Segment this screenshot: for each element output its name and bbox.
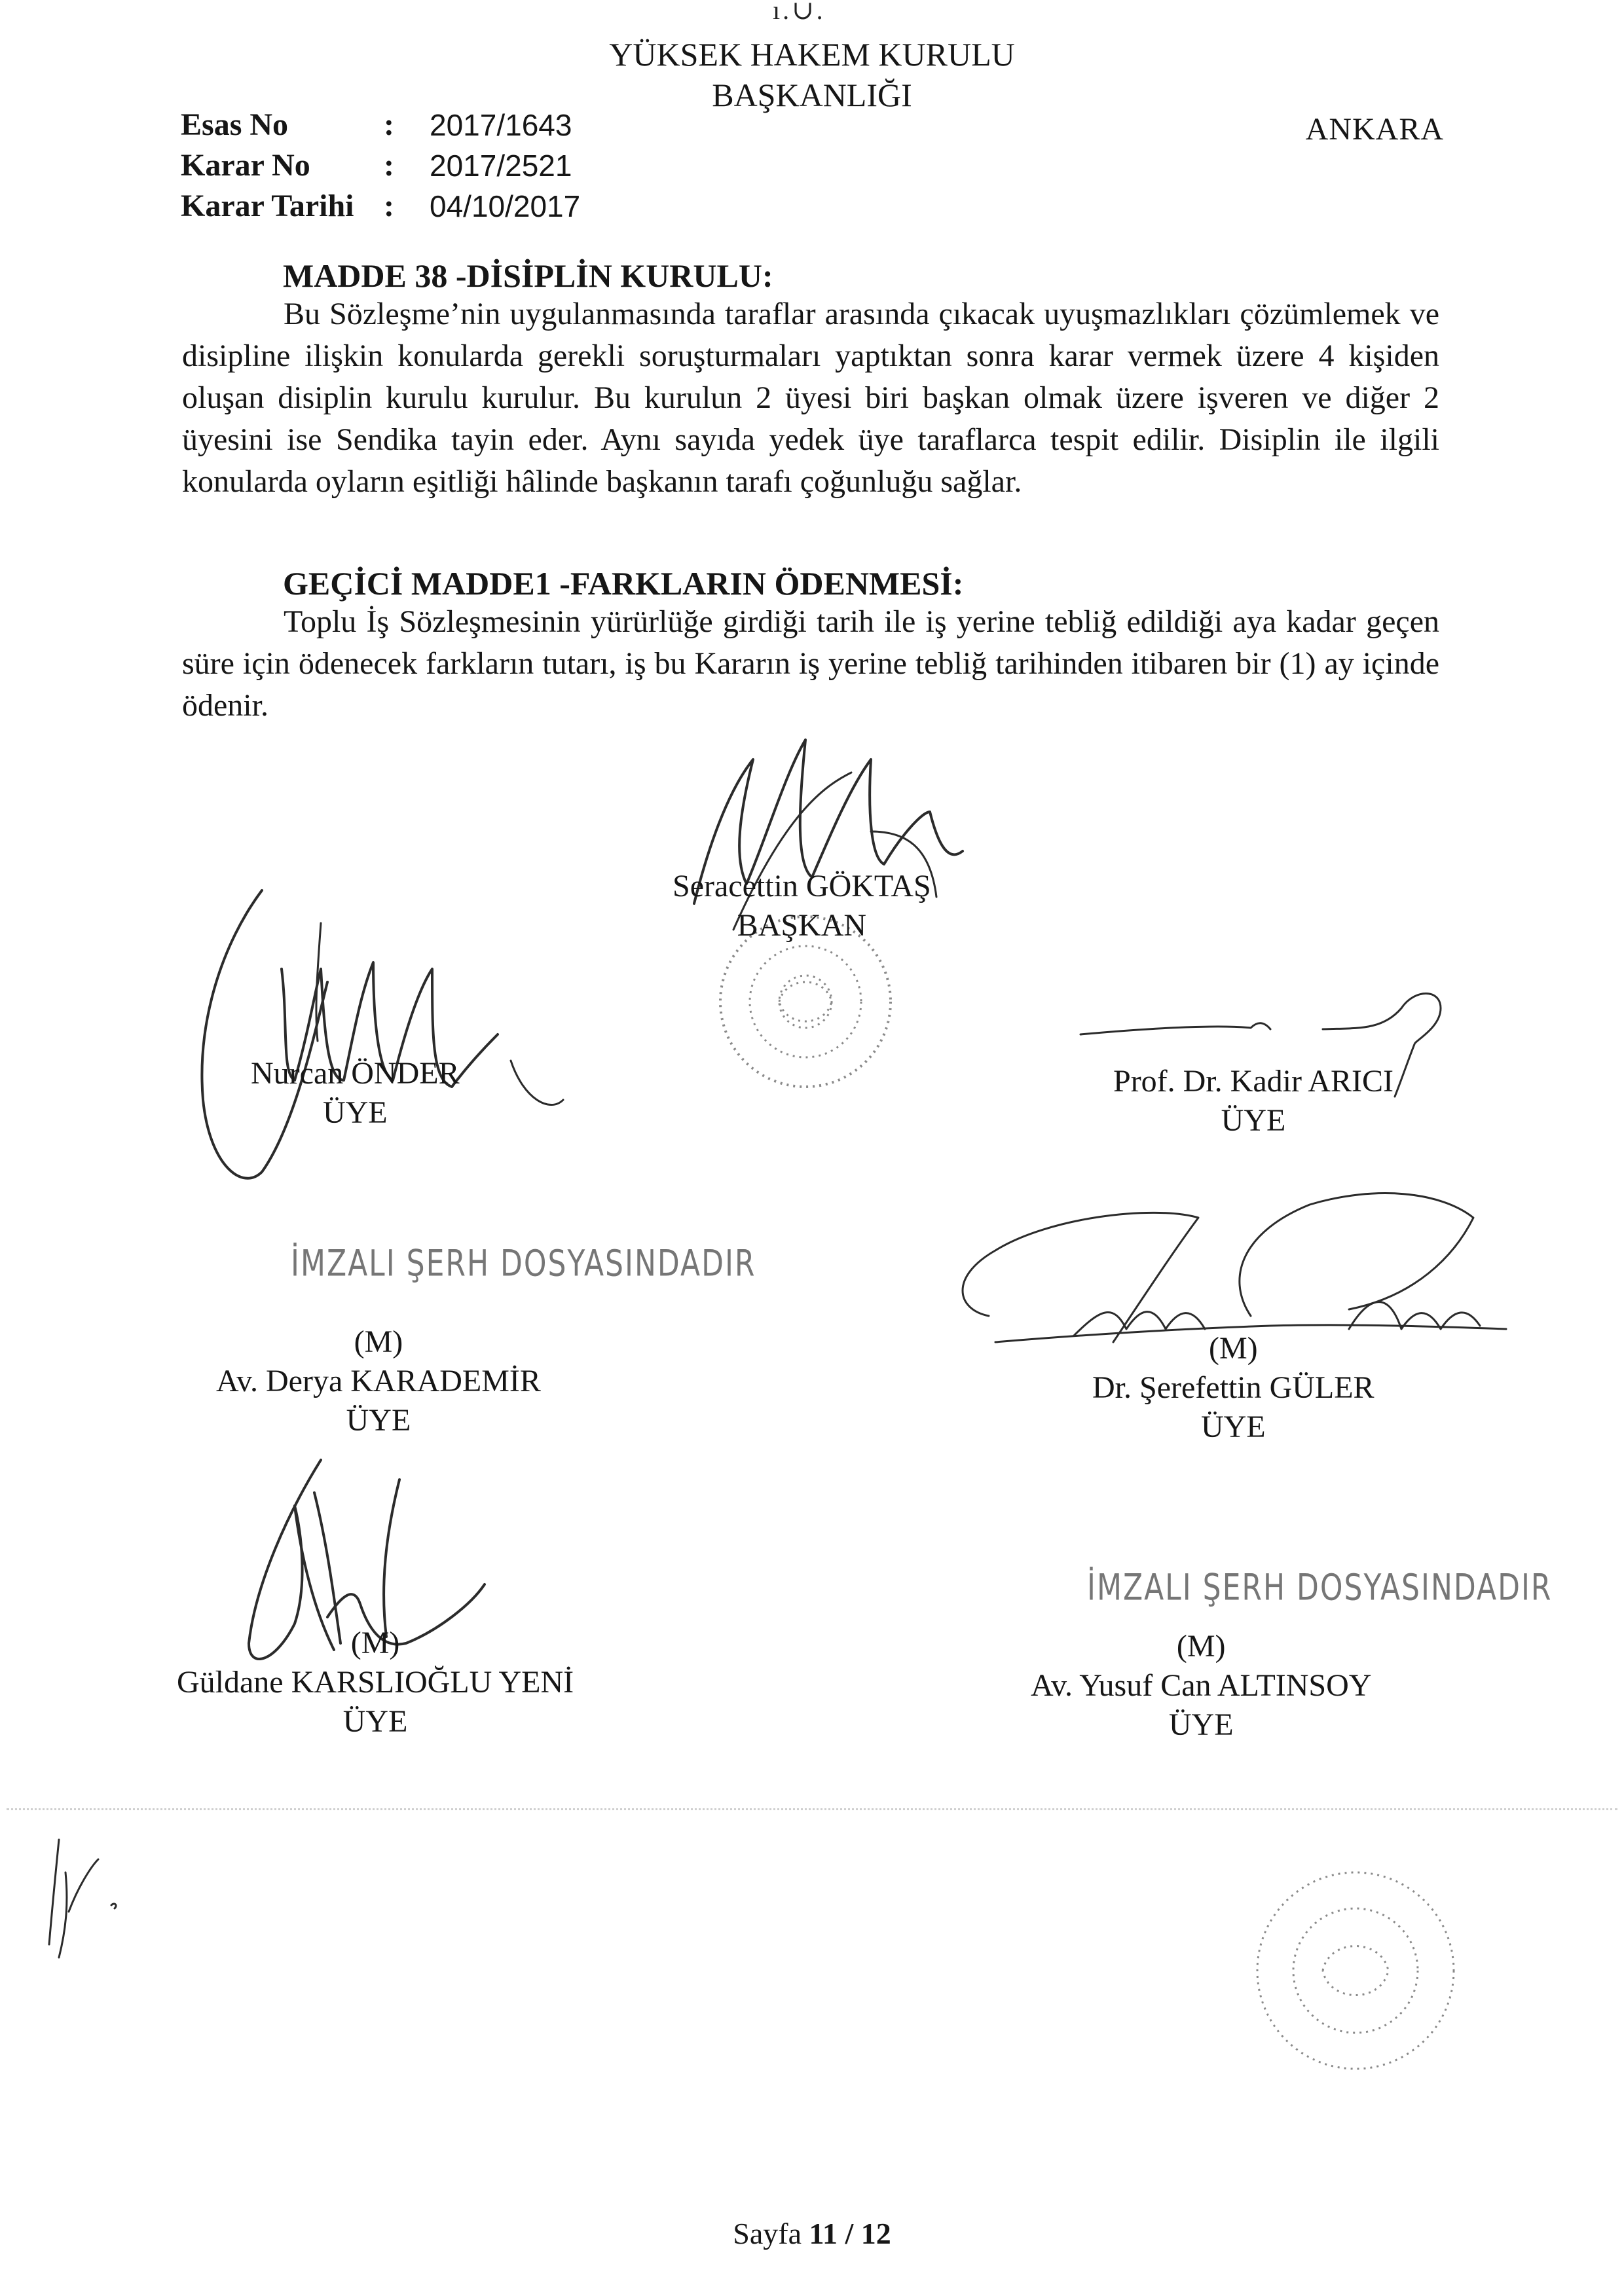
provisional-article-title: GEÇİCİ MADDE1 -FARKLARIN ÖDENMESİ: xyxy=(283,565,964,602)
president-name: Seracettin GÖKTAŞ xyxy=(673,869,931,903)
altinsoy-role: ÜYE xyxy=(1168,1707,1234,1742)
decision-date-row xyxy=(181,186,580,227)
page-number xyxy=(0,2216,1624,2251)
signatory-karademir xyxy=(216,1322,541,1440)
decision-date-value: 04/10/2017 xyxy=(430,189,581,223)
decision-number-label: Karar No xyxy=(181,148,310,183)
case-number-value: 2017/1643 xyxy=(430,108,572,142)
article-38-title: MADDE 38 -DİSİPLİN KURULU: xyxy=(283,257,773,294)
arici-role: ÜYE xyxy=(1221,1103,1286,1138)
guler-role: ÜYE xyxy=(1200,1410,1266,1444)
case-number-label: Esas No xyxy=(181,107,289,142)
yeni-name: Güldane KARSLIOĞLU YENİ xyxy=(177,1665,574,1700)
case-number-row xyxy=(181,105,580,145)
president-role: BAŞKAN xyxy=(737,908,867,943)
decision-date-colon: : xyxy=(384,189,394,223)
decision-number-value: 2017/2521 xyxy=(430,149,572,183)
karademir-role: ÜYE xyxy=(346,1403,411,1438)
case-info xyxy=(181,105,580,227)
karademir-mark: (M) xyxy=(354,1324,403,1359)
page-prefix: Sayfa xyxy=(733,2217,802,2250)
onder-role: ÜYE xyxy=(322,1095,388,1130)
annotation-stamp: İMZALI ŞERH DOSYASINDADIR xyxy=(291,1243,756,1285)
onder-signature-icon xyxy=(183,864,602,1231)
signatory-arici xyxy=(1113,1062,1393,1140)
page-total: 12 xyxy=(860,2217,891,2250)
faint-seal-icon xyxy=(1218,1859,1493,2082)
yeni-mark: (M) xyxy=(350,1626,400,1660)
guler-mark: (M) xyxy=(1208,1331,1258,1366)
signatory-yeni xyxy=(177,1624,574,1741)
altinsoy-name: Av. Yusuf Can ALTINSOY xyxy=(1031,1668,1372,1703)
onder-name: Nurcan ÖNDER xyxy=(251,1056,460,1091)
city: ANKARA xyxy=(1305,112,1444,147)
decision-number-colon: : xyxy=(384,148,394,183)
decision-date-label: Karar Tarihi xyxy=(181,189,354,223)
article-38-body: Bu Sözleşme’nin uygulanmasında taraflar arasında çıkacak uyuşmazlıkları çözümlemek ve disipline ilişkin konularda gerekli soruşturmaları yaptıktan sonra karar vermek üzere 4 kişiden oluşan disiplin kurulu kurulur. Bu kurulun 2 üyesi biri başkan olmak üzere işveren ve diğer 2 üyesini ise Sendika tayin eder. Aynı sayıda yedek üye taraflarca tespit edilir. Disiplin ile ilgili konularda oyların eşitliği hâlinde başkanın tarafı çoğunluğu sağlar. xyxy=(182,297,1439,499)
page-current: 11 xyxy=(809,2217,838,2250)
signatory-guler xyxy=(1092,1329,1375,1447)
altinsoy-mark: (M) xyxy=(1176,1629,1226,1664)
signatory-onder xyxy=(251,1054,460,1133)
annotation-stamp-2: İMZALI ŞERH DOSYASINDADIR xyxy=(1087,1567,1553,1609)
header-fragment: ı.∪. xyxy=(773,0,826,25)
provisional-article-body: Toplu İş Sözleşmesinin yürürlüğe girdiği tarih ile iş yerine tebliğ edildiği aya kadar geçen süre için ödenecek farkların tutarı, iş bu Kararın iş yerine tebliğ tarihinden itibaren bir (1) ay içinde ödenir. xyxy=(182,604,1439,723)
decision-number-row xyxy=(181,145,580,186)
initials-signature-icon xyxy=(39,1833,131,1964)
institution-name: YÜKSEK HAKEM KURULU xyxy=(609,36,1015,73)
signatory-altinsoy xyxy=(1031,1627,1371,1745)
scan-divider xyxy=(7,1808,1617,1810)
page-separator: / xyxy=(845,2217,854,2250)
karademir-name: Av. Derya KARADEMİR xyxy=(216,1364,541,1398)
institution-office: BAŞKANLIĞI xyxy=(712,77,912,113)
case-number-colon: : xyxy=(384,107,394,142)
arici-name: Prof. Dr. Kadir ARICI xyxy=(1113,1064,1393,1099)
signatory-president xyxy=(673,867,931,945)
institution-title xyxy=(0,34,1624,115)
yeni-role: ÜYE xyxy=(342,1704,408,1739)
guler-name: Dr. Şerefettin GÜLER xyxy=(1092,1370,1375,1405)
